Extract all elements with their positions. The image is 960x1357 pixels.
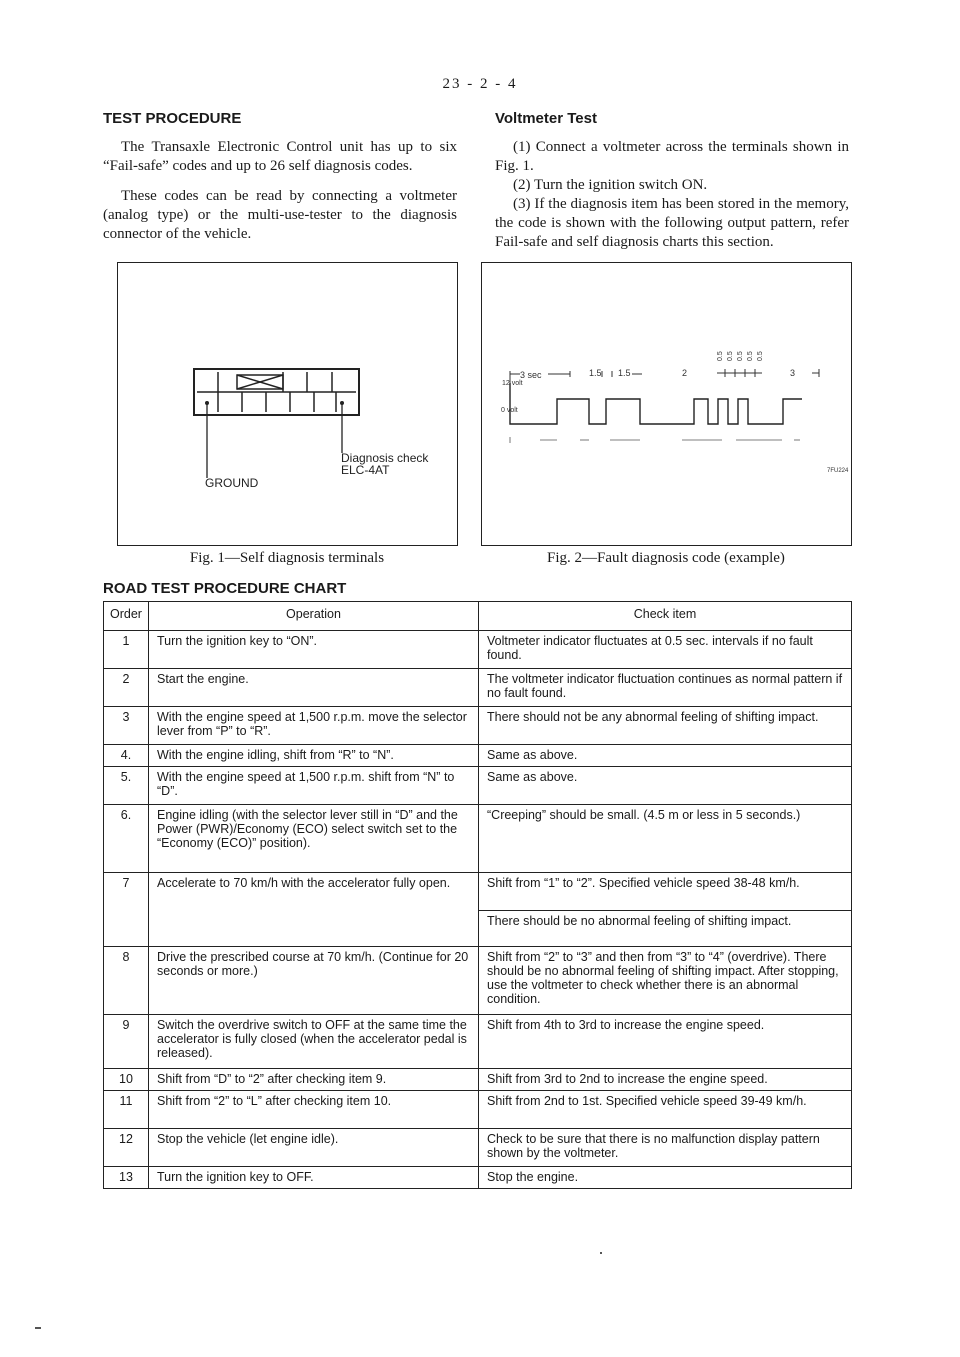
operation-cell: Shift from “2” to “L” after checking item 10. — [149, 1091, 479, 1129]
operation-cell: Turn the ignition key to “ON”. — [149, 631, 479, 669]
column-header-operation: Operation — [149, 602, 479, 631]
elc-4at-label: ELC-4AT — [341, 463, 390, 477]
fault-code-signal — [510, 383, 802, 424]
table-row — [104, 1015, 852, 1069]
order-cell: 7 — [104, 873, 149, 947]
vertical-label: 0.5 — [737, 351, 744, 361]
check-cell: Shift from “1” to “2”. Specified vehicle speed 38-48 km/h. — [479, 873, 852, 911]
table-row — [104, 707, 852, 745]
operation-cell: Switch the overdrive switch to OFF at the same time the accelerator is fully closed (when the accelerator pedal is released). — [149, 1015, 479, 1069]
test-procedure-paragraph: The Transaxle Electronic Control unit has up to six “Fail-safe” codes and up to 26 self diagnosis codes. — [103, 139, 457, 174]
diagnosis-check-label: Diagnosis check — [341, 451, 429, 465]
test-procedure-body — [103, 138, 457, 255]
operation-cell: With the engine speed at 1,500 r.p.m. move the selector lever from “P” to “R”. — [149, 707, 479, 745]
label-2: 2 — [682, 368, 688, 378]
check-cell: Shift from “2” to “3” and then from “3” to “4” (overdrive). There should be no abnormal feeling of shifting impact. After stopping, use the voltmeter to check whether there is an abnormal condition. — [479, 947, 852, 1015]
voltmeter-step-2: (2) Turn the ignition switch ON. — [513, 177, 708, 193]
table-row — [104, 1091, 852, 1129]
vertical-label: 0.5 — [717, 351, 724, 361]
column-header-check: Check item — [479, 602, 852, 631]
check-cell: Check to be sure that there is no malfunction display pattern shown by the voltmeter. — [479, 1129, 852, 1167]
label-1-5b: 1.5 — [618, 368, 631, 378]
table-row — [104, 745, 852, 767]
check-cell: Stop the engine. — [479, 1167, 852, 1189]
order-cell: 3 — [104, 707, 149, 745]
order-cell: 1 — [104, 631, 149, 669]
check-cell: “Creeping” should be small. (4.5 m or less in 5 seconds.) — [479, 805, 852, 873]
table-row — [104, 669, 852, 707]
check-cell: The voltmeter indicator fluctuation continues as normal pattern if no fault found. — [479, 669, 852, 707]
operation-cell: Engine idling (with the selector lever still in “D” and the Power (PWR)/Economy (ECO) select switch set to the “Economy (ECO)” position). — [149, 805, 479, 873]
table-row — [104, 1069, 852, 1091]
test-procedure-paragraph: These codes can be read by connecting a voltmeter (analog type) or the multi-use-tester to the diagnosis connector of the vehicle. — [103, 188, 457, 242]
check-cell: Shift from 3rd to 2nd to increase the engine speed. — [479, 1069, 852, 1091]
check-cell: There should not be any abnormal feeling of shifting impact. — [479, 707, 852, 745]
operation-cell: With the engine idling, shift from “R” to “N”. — [149, 745, 479, 767]
test-procedure-heading: TEST PROCEDURE — [103, 110, 242, 127]
order-cell: 2 — [104, 669, 149, 707]
vertical-label: 0.5 — [727, 351, 734, 361]
road-test-table — [103, 601, 852, 1189]
table-row — [104, 947, 852, 1015]
operation-cell: Drive the prescribed course at 70 km/h. (Continue for 20 seconds or more.) — [149, 947, 479, 1015]
fault-code-waveform — [482, 263, 851, 545]
ground-label: GROUND — [205, 476, 259, 490]
voltmeter-step-1: (1) Connect a voltmeter across the terminals shown in Fig. 1. — [495, 139, 849, 174]
fig2-caption: Fig. 2—Fault diagnosis code (example) — [547, 550, 785, 566]
table-row — [104, 873, 852, 911]
table-row — [104, 767, 852, 805]
vertical-label: 0.5 — [757, 351, 764, 361]
scan-speck — [600, 1252, 602, 1254]
fig1-caption: Fig. 1—Self diagnosis terminals — [189, 550, 385, 566]
table-row — [104, 631, 852, 669]
operation-cell: Stop the vehicle (let engine idle). — [149, 1129, 479, 1167]
voltmeter-step-3: (3) If the diagnosis item has been stored in the memory, the code is shown with the following output pattern, refer Fail-safe and self diagnosis charts this section. — [495, 196, 849, 250]
table-row — [104, 1129, 852, 1167]
operation-cell: Accelerate to 70 km/h with the accelerator fully open. — [149, 873, 479, 947]
check-cell: Shift from 2nd to 1st. Specified vehicle speed 39-49 km/h. — [479, 1091, 852, 1129]
order-cell: 5. — [104, 767, 149, 805]
voltmeter-test-heading: Voltmeter Test — [495, 110, 597, 127]
order-cell: 12 — [104, 1129, 149, 1167]
order-cell: 6. — [104, 805, 149, 873]
scan-speck — [35, 1327, 41, 1329]
label-3sec: 3 sec — [520, 370, 542, 380]
operation-cell: Turn the ignition key to OFF. — [149, 1167, 479, 1189]
road-test-heading: ROAD TEST PROCEDURE CHART — [103, 580, 347, 597]
order-cell: 11 — [104, 1091, 149, 1129]
operation-cell: With the engine speed at 1,500 r.p.m. shift from “N” to “D”. — [149, 767, 479, 805]
order-cell: 4. — [104, 745, 149, 767]
label-3: 3 — [790, 368, 796, 378]
fig2-frame — [481, 262, 852, 546]
label-0-volt: 0 volt — [501, 407, 518, 414]
order-cell: 9 — [104, 1015, 149, 1069]
check-cell: Same as above. — [479, 745, 852, 767]
page-number: 23 - 2 - 4 — [442, 76, 518, 92]
fig1-frame — [117, 262, 458, 546]
operation-cell: Shift from “D” to “2” after checking item 9. — [149, 1069, 479, 1091]
figure-code: 7FU224 — [827, 468, 849, 474]
check-cell: There should be no abnormal feeling of shifting impact. — [479, 911, 852, 947]
self-diagnosis-terminals-diagram — [118, 263, 457, 545]
label-1-5a: 1.5 — [589, 368, 602, 378]
column-header-order: Order — [104, 602, 149, 631]
table-header-row — [104, 602, 852, 631]
order-cell: 8 — [104, 947, 149, 1015]
table-row — [104, 1167, 852, 1189]
operation-cell: Start the engine. — [149, 669, 479, 707]
table-row — [104, 805, 852, 873]
voltmeter-test-body — [495, 138, 849, 252]
check-cell: Voltmeter indicator fluctuates at 0.5 sec. intervals if no fault found. — [479, 631, 852, 669]
order-cell: 13 — [104, 1167, 149, 1189]
check-cell: Shift from 4th to 3rd to increase the engine speed. — [479, 1015, 852, 1069]
check-cell: Same as above. — [479, 767, 852, 805]
vertical-label: 0.5 — [747, 351, 754, 361]
label-12-volt: 12 volt — [502, 380, 523, 387]
order-cell: 10 — [104, 1069, 149, 1091]
